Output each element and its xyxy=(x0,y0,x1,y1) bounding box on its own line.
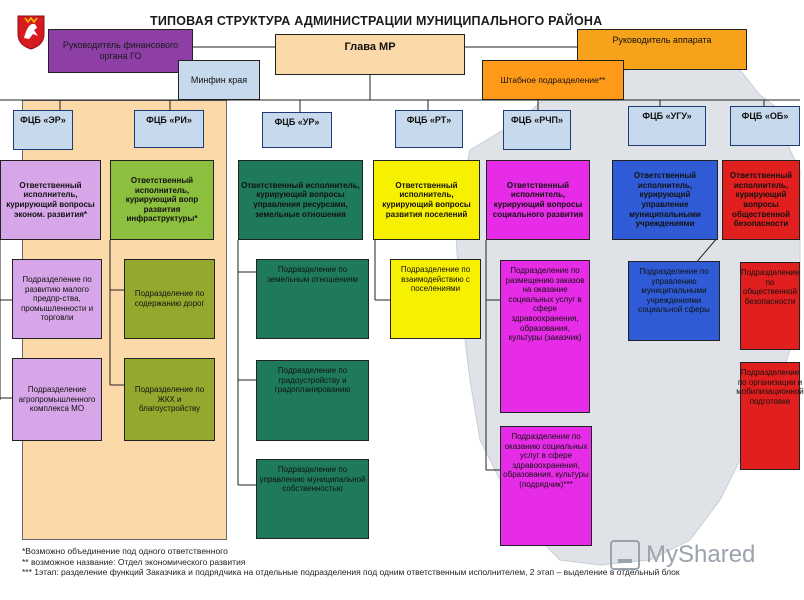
footnotes xyxy=(22,546,680,578)
resp-infra: Ответственный исполнитель, курирующий вопр развития инфраструктуры* xyxy=(110,160,214,240)
hq-box: Штабное подразделение** xyxy=(482,60,624,100)
page-title: ТИПОВАЯ СТРУКТУРА АДМИНИСТРАЦИИ МУНИЦИПАЛЬНОГО РАЙОНА xyxy=(150,14,603,28)
fcb-ri: ФЦБ «РИ» xyxy=(134,110,204,148)
sub-land: Подразделение по земельным отношениям xyxy=(256,259,369,339)
fcb-rchp: ФЦБ «РЧП» xyxy=(503,110,571,150)
watermark-text: MyShared xyxy=(646,541,756,568)
fcb-ur: ФЦБ «УР» xyxy=(262,112,332,148)
resp-mun: Ответственный исполнитель, курирующий управление муниципальными учреждениями xyxy=(612,160,718,240)
resp-social: Ответственный исполнитель, курирующий вопросы социального развития xyxy=(486,160,590,240)
presentation-icon xyxy=(610,540,640,570)
sub-social-contractor: Подразделение по оказанию социальных услуг в сфере здравоохранения, образования, культуры (подрядчик)*** xyxy=(500,426,592,546)
sub-housing: Подразделение по ЖКХ и благоустройству xyxy=(124,358,215,441)
minfin-box: Минфин края xyxy=(178,60,260,100)
watermark xyxy=(610,538,755,572)
staff-head-box: Руководитель аппарата xyxy=(577,29,747,70)
head-box: Глава МР xyxy=(275,34,465,75)
sub-public-safety: Подразделение по общественной безопасности xyxy=(740,262,800,350)
fcb-ugu: ФЦБ «УГУ» xyxy=(628,106,706,146)
sub-small-business: Подразделение по развитию малого предпр-ства, промышленности и торговли xyxy=(12,259,102,339)
resp-resources: Ответственный исполнитель, курирующий вопросы управления ресурсами, земельные отношения xyxy=(238,160,363,240)
resp-settlements: Ответственный исполнитель, курирующий вопросы развития поселений xyxy=(373,160,480,240)
sub-roads: Подразделение по содержанию дорог xyxy=(124,259,215,339)
sub-mobilization: Подразделение по организации и мобилизационной подготовке xyxy=(740,362,800,470)
fin-head-box: Руководитель финансового органа ГО xyxy=(48,29,193,73)
footnote-3: *** 1этап: разделение функций Заказчика и подрядчика на отдельные подразделения под одним ответственным исполнителем, 2 этап – выделение в отдельный блок xyxy=(22,567,680,578)
sub-property: Подразделение по управлению муниципальной собственностью xyxy=(256,459,369,539)
sub-mun-institutions: Подразделение по управлению муниципальными учреждениями социальной сферы xyxy=(628,261,720,341)
resp-econ: Ответственный исполнитель, курирующий вопросы эконом. развития* xyxy=(0,160,101,240)
sub-settlements: Подразделение по взаимодействию с поселениями xyxy=(390,259,481,339)
footnote-2: ** возможное название: Отдел экономического развития xyxy=(22,556,246,567)
fcb-er: ФЦБ «ЭР» xyxy=(13,110,73,150)
coat-of-arms-icon xyxy=(16,14,46,50)
fcb-ob: ФЦБ «ОБ» xyxy=(730,106,800,146)
resp-safety: Ответственный исполнитель, курирующий вопросы общественной безопасности xyxy=(722,160,800,240)
footnote-1: *Возможно объединение под одного ответственного xyxy=(22,546,228,556)
sub-agro: Подразделение агропромышленного комплекса МО xyxy=(12,358,102,441)
sub-social-customer: Подразделение по размещению заказов на оказание социальных услуг в сфере здравоохранения, образования, культуры (заказчик) xyxy=(500,260,590,413)
sub-urban-planning: Подразделение по градоустройству и градопланированию xyxy=(256,360,369,441)
fcb-rt: ФЦБ «РТ» xyxy=(395,110,463,148)
